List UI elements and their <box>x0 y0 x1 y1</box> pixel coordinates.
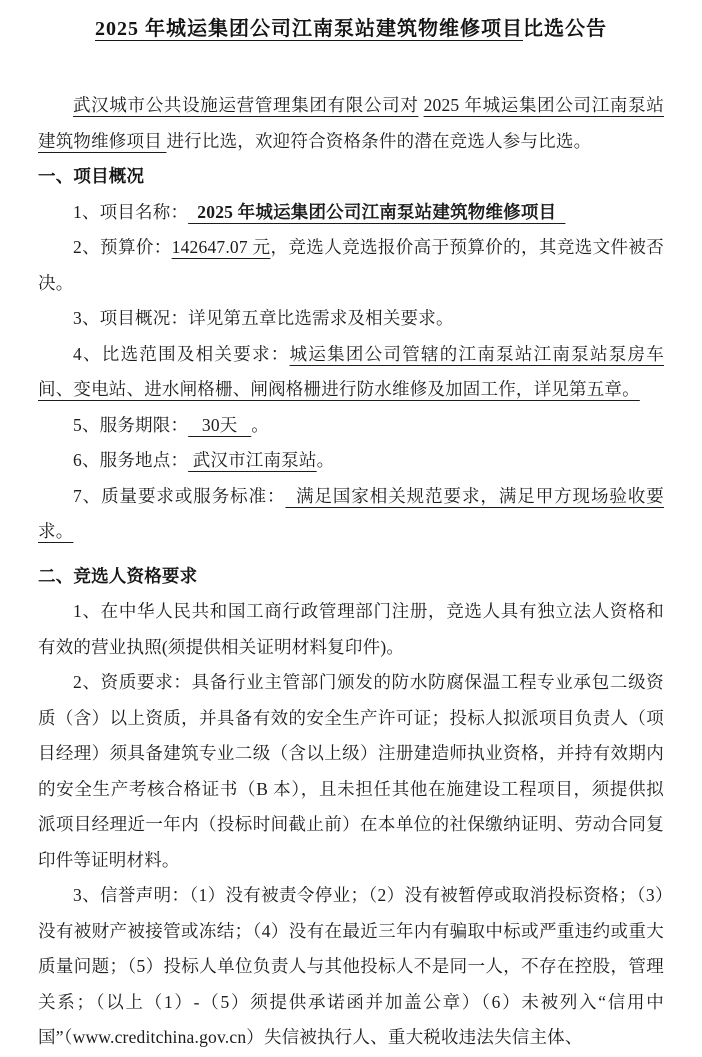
text-segment: 2、资质要求：具备行业主管部门颁发的防水防腐保温工程专业承包二级资质（含）以上资质，并具备有效的安全生产许可证；投标人拟派项目负责人（项目经理）须具备建筑专业二级（含以上级）注册建造师执业资格，并持有效期内的安全生产考核合格证书（B 本），且未担任其他在施建设工程项目，须提供拟派项目经理近一年内（投标时间截止前）在本单位的社保缴纳证明、劳动合同复印件等证明材料。 <box>38 672 664 870</box>
item-project-name <box>38 195 664 231</box>
document-title <box>38 14 664 44</box>
intro-paragraph <box>38 88 664 159</box>
qualification-credit-statement <box>38 878 664 1056</box>
title-project-name: 2025 年城运集团公司江南泵站建筑物维修项目 <box>95 18 523 40</box>
text-segment: ，竞选人竞选报价高于预算价的，其竞选文件被否决。 <box>38 237 665 293</box>
text-segment: 5、服务期限： <box>73 414 189 435</box>
text-segment: 1、项目名称： <box>73 201 189 222</box>
text-segment: 一、项目概况 <box>38 166 145 186</box>
text-segment: 3、项目概况：详见第五章比选需求及相关要求。 <box>73 308 454 328</box>
text-segment: 6、服务地点： <box>73 450 189 470</box>
underlined-text-segment: 2025 年城运集团公司江南泵站建筑物维修项目 <box>188 201 566 222</box>
text-segment: 进行比选，欢迎符合资格条件的潜在竞选人参与比选。 <box>166 130 592 151</box>
underlined-text-segment: 武汉市江南泵站 <box>188 450 317 470</box>
text-segment: 。 <box>251 414 269 435</box>
underlined-text-segment: 城运集团公司管辖的江南泵站江南泵站泵房车间、变电站、进水闸格栅、闸阀格栅进行防水维修及加固工作，详见第五章。 <box>38 343 664 399</box>
document-body <box>38 88 664 1056</box>
section-1-heading <box>38 159 664 195</box>
text-segment: 2、预算价： <box>73 237 172 257</box>
section-2-heading <box>38 559 664 595</box>
item-quality-requirements <box>38 479 664 550</box>
text-segment: 4、比选范围及相关要求： <box>73 343 290 364</box>
text-segment: 7、质量要求或服务标准： <box>73 485 286 506</box>
underlined-text-segment: 武汉城市公共设施运营管理集团有限公司对 <box>73 95 419 115</box>
underlined-text-segment: 2025 年城运集团公司江南泵站建筑物维修项目 <box>38 95 664 151</box>
qualification-certificates <box>38 665 664 878</box>
underlined-text-segment: 30天 <box>188 414 252 435</box>
item-service-location <box>38 443 664 479</box>
text-segment: 3、信誉声明：（1）没有被责令停业；（2）没有被暂停或取消投标资格；（3）没有被财产被接管或冻结；（4）没有在最近三年内有骗取中标或严重违约或重大质量问题；（5）投标人单位负责人与其他投标人不是同一人，不存在控股，管理关系；（以上（1）-（5）须提供承诺函并加盖公章）（6）未被列入“信用中国”（www.creditchina.gov.cn）失信被执行人、重大税收违法失信主体、 <box>38 885 664 1047</box>
item-budget-price <box>38 230 664 301</box>
text-segment: 1、在中华人民共和国工商行政管理部门注册，竞选人具有独立法人资格和有效的营业执照(须提供相关证明材料复印件)。 <box>38 601 664 657</box>
qualification-registration <box>38 594 664 665</box>
title-suffix: 比选公告 <box>523 18 607 40</box>
underlined-text-segment: 满足国家相关规范要求，满足甲方现场验收要求。 <box>38 485 664 541</box>
item-service-period <box>38 408 664 444</box>
item-selection-scope <box>38 337 664 408</box>
text-segment: 。 <box>316 450 335 470</box>
item-project-overview <box>38 301 664 337</box>
underlined-text-segment: 142647.07 元 <box>171 237 271 257</box>
text-segment: 二、竞选人资格要求 <box>38 565 198 586</box>
